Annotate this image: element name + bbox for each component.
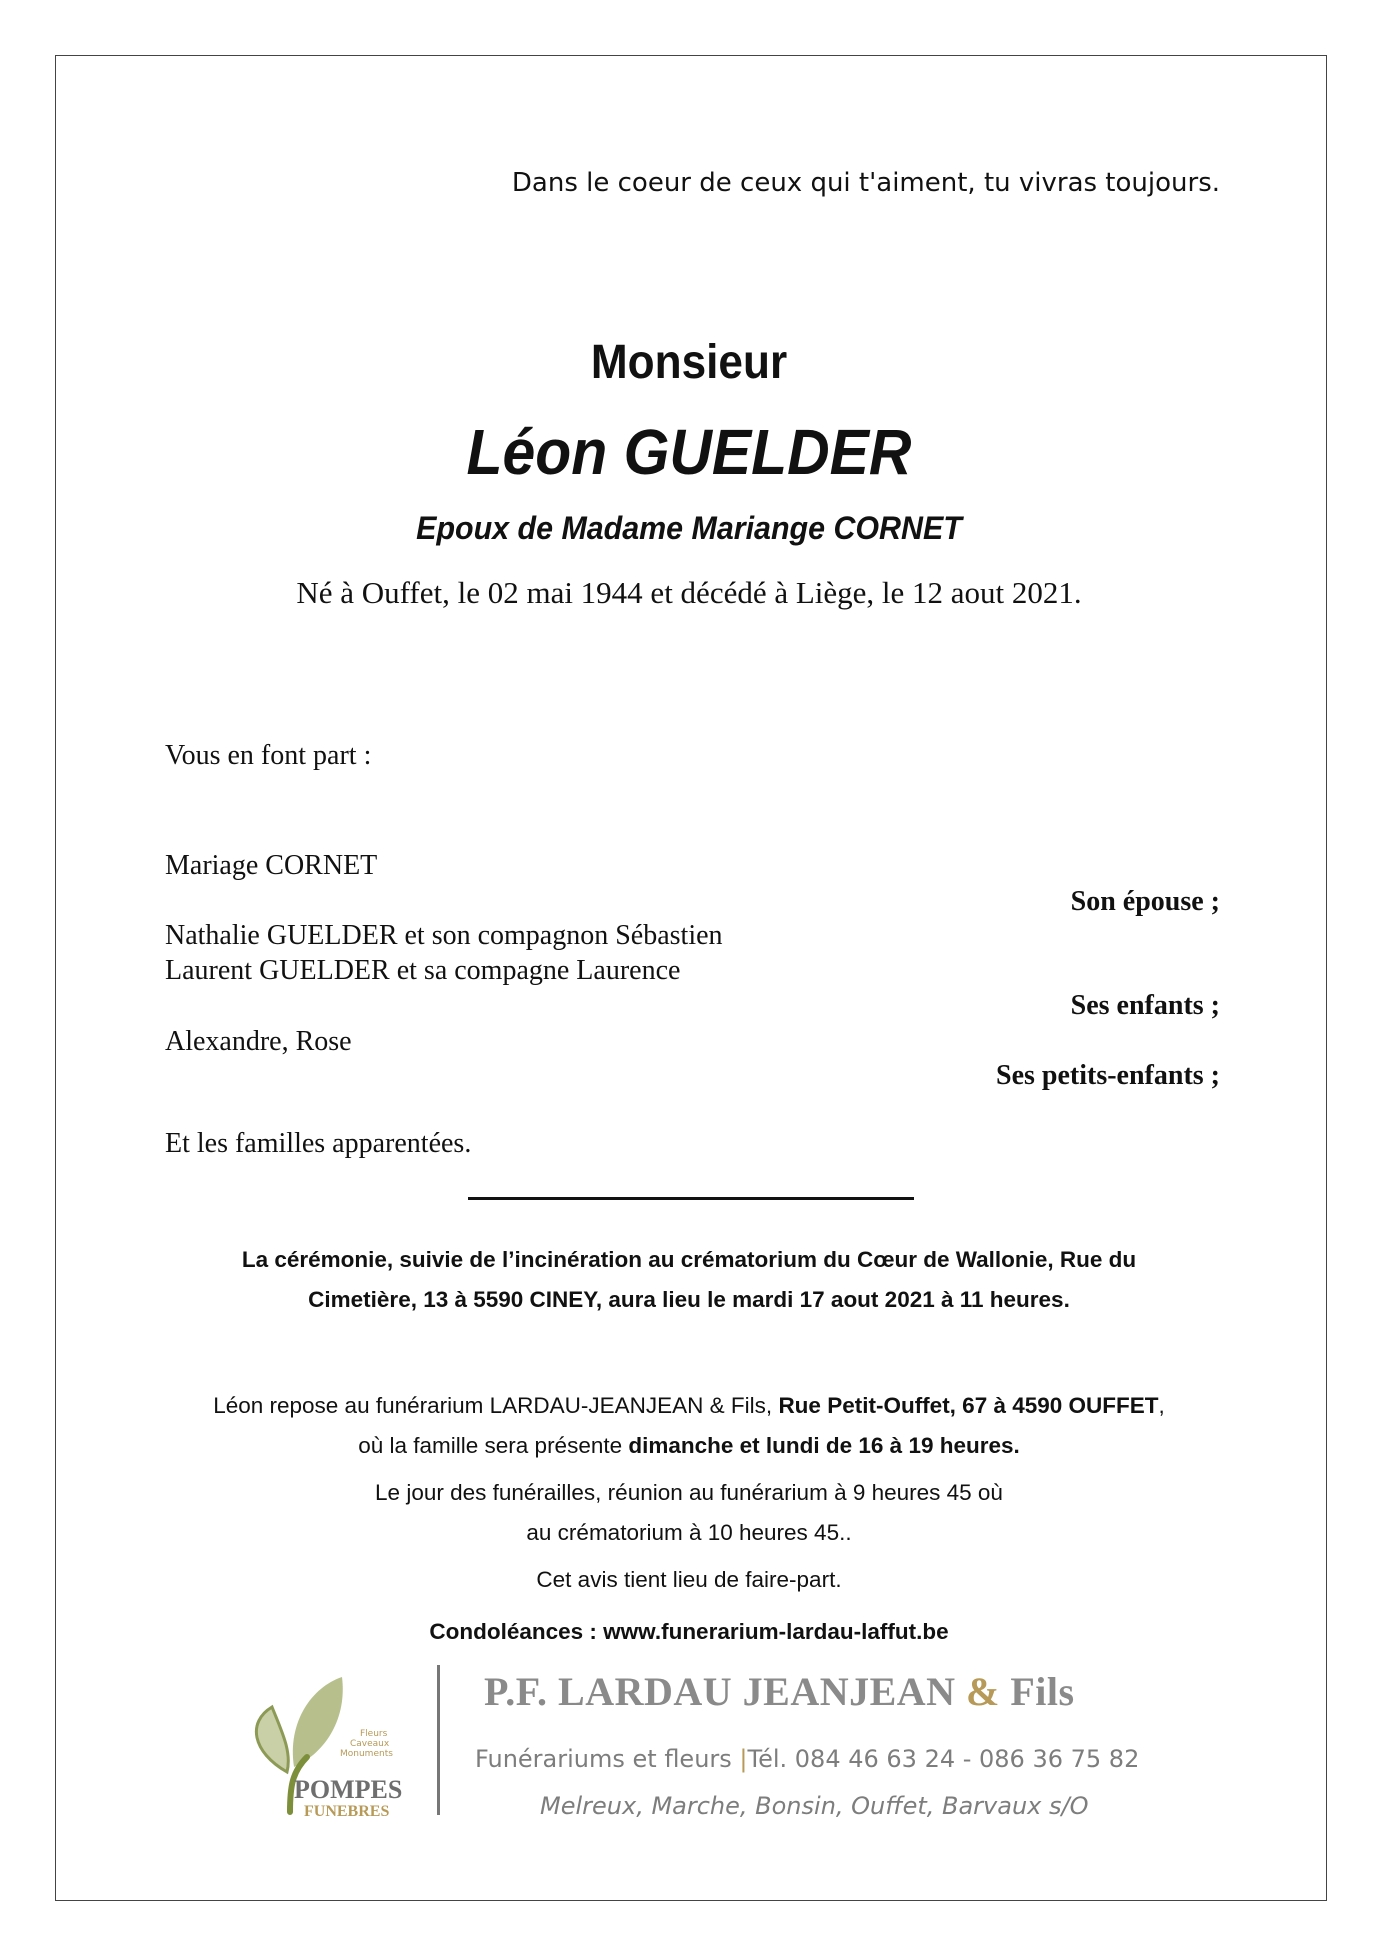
deceased-name: Léon GUELDER [466, 416, 912, 488]
phone-numbers: Tél. 084 46 63 24 - 086 36 75 82 [747, 1745, 1140, 1773]
services-label: Funérariums et fleurs [475, 1745, 740, 1773]
svg-text:Fleurs: Fleurs [360, 1729, 388, 1739]
funeral-day-text [120, 1473, 1258, 1553]
birth-death-dates: Né à Ouffet, le 02 mai 1944 et décédé à Liège, le 12 aout 2021. [296, 575, 1082, 610]
repose-text [120, 1386, 1258, 1466]
leaf-icon [232, 1662, 422, 1822]
separator: | [739, 1745, 748, 1773]
child-line: Nathalie GUELDER et son compagnon Sébastien [165, 920, 723, 951]
svg-text:Caveaux: Caveaux [350, 1739, 390, 1749]
company-name [484, 1668, 1075, 1715]
funeral-day-line: Le jour des funérailles, réunion au funérarium à 9 heures 45 où [375, 1480, 1003, 1505]
svg-text:FUNEBRES: FUNEBRES [304, 1803, 390, 1820]
ceremony-text [120, 1240, 1258, 1320]
repose-intro: Léon repose au funérarium LARDAU-JEANJEAN & Fils, [213, 1393, 779, 1418]
children-role: Ses enfants ; [1070, 990, 1220, 1021]
footer-divider [437, 1665, 440, 1815]
svg-text:Monuments: Monuments [340, 1749, 393, 1759]
families-line: Et les familles apparentées. [165, 1128, 472, 1159]
condolences-link[interactable]: Condoléances : www.funerarium-lardau-laffut.be [429, 1619, 949, 1644]
presence-hours: dimanche et lundi de 16 à 19 heures. [628, 1433, 1020, 1458]
funeral-day-line: au crématorium à 10 heures 45.. [526, 1520, 852, 1545]
company-name-suffix: Fils [999, 1669, 1075, 1714]
spouse-name: Mariage CORNET [165, 850, 378, 881]
company-name-main: P.F. LARDAU JEANJEAN [484, 1669, 967, 1714]
ceremony-line: La cérémonie, suivie de l’incinération au crématorium du Cœur de Wallonie, Rue du [241, 1247, 1137, 1272]
grandchildren-role: Ses petits-enfants ; [996, 1060, 1220, 1091]
spouse-line: Epoux de Madame Mariange CORNET [416, 510, 962, 546]
repose-line [120, 1426, 1258, 1466]
grandchildren-names: Alexandre, Rose [165, 1026, 352, 1057]
presence-intro: où la famille sera présente [358, 1433, 629, 1458]
repose-line [120, 1386, 1258, 1426]
funerarium-address: Rue Petit-Ouffet, 67 à 4590 OUFFET [778, 1393, 1159, 1418]
notice-text: Cet avis tient lieu de faire-part. [536, 1567, 842, 1592]
punctuation: , [1158, 1393, 1165, 1418]
civility-title: Monsieur [590, 336, 788, 389]
spouse-role: Son épouse ; [1070, 886, 1220, 917]
separator-rule [468, 1197, 914, 1200]
epigraph-quote: Dans le coeur de ceux qui t'aiment, tu vivras toujours. [511, 168, 1220, 198]
announcement-intro: Vous en font part : [165, 740, 372, 771]
company-ampersand: & [966, 1669, 1000, 1714]
company-locations: Melreux, Marche, Bonsin, Ouffet, Barvaux s/O [540, 1792, 1089, 1820]
ceremony-line: Cimetière, 13 à 5590 CINEY, aura lieu le mardi 17 aout 2021 à 11 heures. [308, 1287, 1070, 1312]
company-contact [475, 1745, 1139, 1773]
child-line: Laurent GUELDER et sa compagne Laurence [165, 955, 681, 986]
svg-text:POMPES: POMPES [294, 1775, 403, 1804]
pompes-funebres-logo [232, 1662, 422, 1822]
